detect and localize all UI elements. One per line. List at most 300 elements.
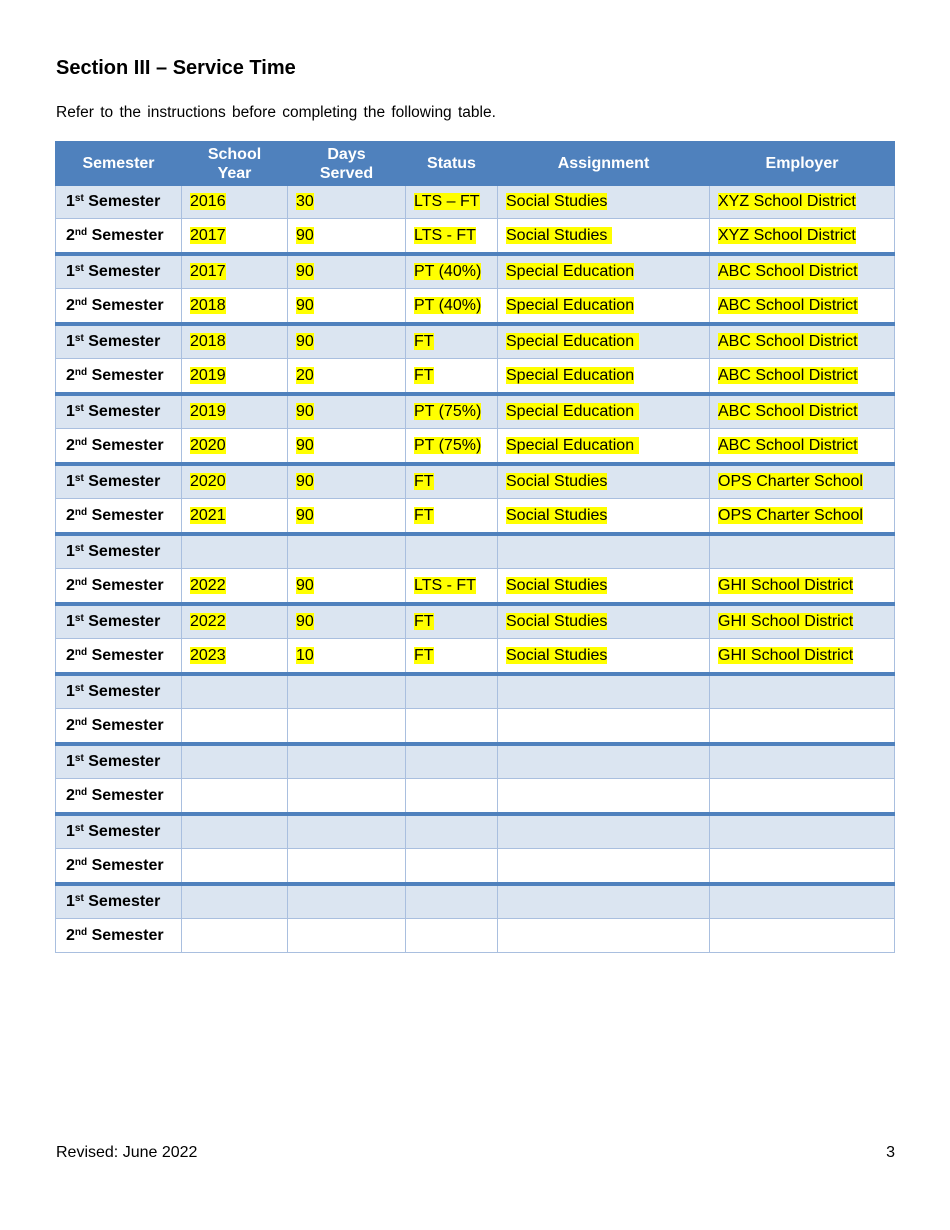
semester-word: Semester <box>83 823 161 840</box>
employer-cell[interactable] <box>710 849 895 885</box>
service-time-table <box>55 141 895 953</box>
status-value: FT <box>414 333 434 350</box>
semester-word: Semester <box>87 366 164 384</box>
days-cell[interactable] <box>288 499 406 535</box>
header-days-line2: Served <box>319 164 374 182</box>
assignment-value: Social Studies <box>506 226 612 244</box>
semester-number: 1 <box>66 753 75 770</box>
semester-cell <box>56 464 182 499</box>
table-row <box>56 744 895 779</box>
year-cell[interactable] <box>182 464 288 499</box>
table-row <box>56 464 895 499</box>
year-cell[interactable] <box>182 849 288 885</box>
assignment-cell[interactable] <box>498 289 710 325</box>
table-row <box>56 814 895 849</box>
semester-word: Semester <box>83 753 161 770</box>
status-cell[interactable] <box>406 464 498 499</box>
assignment-cell[interactable] <box>498 429 710 465</box>
days-cell[interactable] <box>288 254 406 289</box>
employer-cell[interactable] <box>710 569 895 605</box>
days-cell[interactable] <box>288 219 406 255</box>
table-row <box>56 604 895 639</box>
semester-word: Semester <box>87 856 164 874</box>
semester-number: 2 <box>66 926 75 944</box>
employer-cell[interactable] <box>710 639 895 675</box>
days-cell[interactable] <box>288 359 406 395</box>
assignment-value: Special Education <box>506 263 635 280</box>
status-value: FT <box>414 366 434 384</box>
status-value: PT (75%) <box>414 436 482 454</box>
status-value: FT <box>414 506 434 524</box>
employer-cell[interactable] <box>710 289 895 325</box>
year-value: 2019 <box>190 366 226 384</box>
semester-cell <box>56 919 182 953</box>
semester-cell <box>56 709 182 745</box>
semester-word: Semester <box>83 333 161 350</box>
semester-ordinal: nd <box>74 296 88 308</box>
assignment-cell[interactable] <box>498 709 710 745</box>
assignment-cell[interactable] <box>498 814 710 849</box>
semester-ordinal: st <box>74 333 84 344</box>
table-row <box>56 884 895 919</box>
days-cell[interactable] <box>288 674 406 709</box>
semester-word: Semester <box>83 683 161 700</box>
year-value: 2017 <box>190 263 226 280</box>
semester-ordinal: nd <box>74 576 88 588</box>
semester-number: 1 <box>66 823 75 840</box>
semester-ordinal: st <box>74 893 84 904</box>
table-row <box>56 919 895 953</box>
semester-ordinal: st <box>74 473 84 484</box>
semester-cell <box>56 569 182 605</box>
assignment-cell[interactable] <box>498 464 710 499</box>
semester-ordinal: nd <box>74 226 88 238</box>
semester-cell <box>56 744 182 779</box>
status-cell[interactable] <box>406 429 498 465</box>
employer-value: ABC School District <box>718 296 858 314</box>
employer-cell[interactable] <box>710 254 895 289</box>
days-value: 90 <box>296 296 314 314</box>
status-value: FT <box>414 613 434 630</box>
assignment-cell[interactable] <box>498 394 710 429</box>
table-row <box>56 254 895 289</box>
days-cell[interactable] <box>288 919 406 953</box>
employer-cell[interactable] <box>710 186 895 219</box>
year-cell[interactable] <box>182 779 288 815</box>
semester-number: 2 <box>66 506 75 524</box>
employer-cell[interactable] <box>710 499 895 535</box>
semester-cell <box>56 674 182 709</box>
assignment-value: Special Education <box>506 296 635 314</box>
employer-value: ABC School District <box>718 263 858 280</box>
year-value: 2016 <box>190 193 226 210</box>
employer-value: ABC School District <box>718 436 858 454</box>
assignment-cell[interactable] <box>498 744 710 779</box>
assignment-cell[interactable] <box>498 919 710 953</box>
days-cell[interactable] <box>288 779 406 815</box>
employer-value: ABC School District <box>718 403 858 420</box>
year-cell[interactable] <box>182 219 288 255</box>
header-school-year <box>182 141 288 186</box>
status-cell[interactable] <box>406 359 498 395</box>
semester-word: Semester <box>83 613 161 630</box>
semester-number: 2 <box>66 366 75 384</box>
semester-ordinal: st <box>74 543 84 554</box>
semester-word: Semester <box>87 926 164 944</box>
semester-cell <box>56 814 182 849</box>
table-row <box>56 289 895 325</box>
employer-cell[interactable] <box>710 919 895 953</box>
days-cell[interactable] <box>288 394 406 429</box>
assignment-value: Social Studies <box>506 506 608 524</box>
table-row <box>56 569 895 605</box>
semester-number: 2 <box>66 646 75 664</box>
instructions-text: Refer to the instructions before completing the following table. <box>56 104 496 121</box>
year-cell[interactable] <box>182 674 288 709</box>
status-cell[interactable] <box>406 814 498 849</box>
days-cell[interactable] <box>288 289 406 325</box>
semester-ordinal: st <box>74 193 84 204</box>
assignment-value: Special Education <box>506 333 639 350</box>
assignment-cell[interactable] <box>498 254 710 289</box>
year-cell[interactable] <box>182 186 288 219</box>
days-cell[interactable] <box>288 324 406 359</box>
employer-cell[interactable] <box>710 219 895 255</box>
status-cell[interactable] <box>406 919 498 953</box>
header-days-line1: Days <box>327 145 366 163</box>
status-value: FT <box>414 473 434 490</box>
semester-number: 1 <box>66 333 75 350</box>
assignment-value: Social Studies <box>506 576 608 594</box>
status-cell[interactable] <box>406 186 498 219</box>
year-cell[interactable] <box>182 919 288 953</box>
semester-number: 2 <box>66 436 75 454</box>
year-cell[interactable] <box>182 394 288 429</box>
days-value: 30 <box>296 193 314 210</box>
days-cell[interactable] <box>288 569 406 605</box>
year-cell[interactable] <box>182 709 288 745</box>
assignment-cell[interactable] <box>498 219 710 255</box>
assignment-value: Special Education <box>506 403 639 420</box>
assignment-cell[interactable] <box>498 534 710 569</box>
employer-cell[interactable] <box>710 604 895 639</box>
table-row <box>56 324 895 359</box>
employer-value: OPS Charter School <box>718 506 863 524</box>
employer-value: OPS Charter School <box>718 473 863 490</box>
status-value: FT <box>414 646 434 664</box>
semester-cell <box>56 429 182 465</box>
header-school-year-line1: School <box>207 145 262 163</box>
assignment-value: Social Studies <box>506 193 608 210</box>
footer-page-number: 3 <box>886 1144 895 1161</box>
semester-number: 2 <box>66 226 75 244</box>
status-cell[interactable] <box>406 569 498 605</box>
assignment-cell[interactable] <box>498 499 710 535</box>
assignment-cell[interactable] <box>498 359 710 395</box>
year-value: 2018 <box>190 333 226 350</box>
semester-ordinal: nd <box>74 786 88 798</box>
table-row <box>56 534 895 569</box>
semester-cell <box>56 394 182 429</box>
employer-cell[interactable] <box>710 884 895 919</box>
year-cell[interactable] <box>182 884 288 919</box>
employer-value: XYZ School District <box>718 193 856 210</box>
footer-revised: Revised: June 2022 <box>56 1144 198 1161</box>
employer-cell[interactable] <box>710 709 895 745</box>
employer-value: GHI School District <box>718 613 854 630</box>
status-cell[interactable] <box>406 604 498 639</box>
status-cell[interactable] <box>406 499 498 535</box>
semester-word: Semester <box>87 576 164 594</box>
assignment-cell[interactable] <box>498 324 710 359</box>
semester-number: 1 <box>66 613 75 630</box>
status-cell[interactable] <box>406 254 498 289</box>
table-row <box>56 359 895 395</box>
year-cell[interactable] <box>182 359 288 395</box>
header-days-served <box>288 141 406 186</box>
status-cell[interactable] <box>406 709 498 745</box>
year-cell[interactable] <box>182 534 288 569</box>
status-value: PT (40%) <box>414 263 482 280</box>
table-row <box>56 779 895 815</box>
days-value: 90 <box>296 613 314 630</box>
employer-value: XYZ School District <box>718 226 856 244</box>
employer-value: ABC School District <box>718 333 858 350</box>
year-cell[interactable] <box>182 604 288 639</box>
semester-ordinal: st <box>74 613 84 624</box>
employer-cell[interactable] <box>710 534 895 569</box>
semester-ordinal: st <box>74 823 84 834</box>
employer-cell[interactable] <box>710 814 895 849</box>
semester-ordinal: st <box>74 263 84 274</box>
days-cell[interactable] <box>288 604 406 639</box>
semester-number: 2 <box>66 856 75 874</box>
year-value: 2019 <box>190 403 226 420</box>
table-row <box>56 674 895 709</box>
table-row <box>56 849 895 885</box>
year-cell[interactable] <box>182 499 288 535</box>
days-cell[interactable] <box>288 709 406 745</box>
semester-cell <box>56 289 182 325</box>
semester-cell <box>56 639 182 675</box>
status-cell[interactable] <box>406 639 498 675</box>
year-value: 2021 <box>190 506 226 524</box>
semester-ordinal: nd <box>74 716 88 728</box>
year-cell[interactable] <box>182 429 288 465</box>
employer-value: GHI School District <box>718 576 854 594</box>
year-cell[interactable] <box>182 569 288 605</box>
year-value: 2023 <box>190 646 226 664</box>
semester-ordinal: nd <box>74 926 88 938</box>
assignment-value: Special Education <box>506 366 635 384</box>
year-value: 2022 <box>190 576 226 594</box>
table-row <box>56 639 895 675</box>
table-row <box>56 186 895 219</box>
year-value: 2020 <box>190 473 226 490</box>
days-value: 90 <box>296 506 314 524</box>
status-cell[interactable] <box>406 394 498 429</box>
semester-word: Semester <box>83 403 161 420</box>
table-row <box>56 429 895 465</box>
status-value: LTS - FT <box>414 576 476 594</box>
semester-number: 1 <box>66 403 75 420</box>
semester-word: Semester <box>87 226 164 244</box>
table-row <box>56 709 895 745</box>
semester-cell <box>56 219 182 255</box>
employer-cell[interactable] <box>710 779 895 815</box>
assignment-cell[interactable] <box>498 639 710 675</box>
header-semester: Semester <box>56 141 182 186</box>
days-cell[interactable] <box>288 814 406 849</box>
semester-ordinal: st <box>74 403 84 414</box>
semester-cell <box>56 884 182 919</box>
status-value: PT (40%) <box>414 296 482 314</box>
year-value: 2018 <box>190 296 226 314</box>
status-cell[interactable] <box>406 674 498 709</box>
days-cell[interactable] <box>288 639 406 675</box>
employer-value: GHI School District <box>718 646 854 664</box>
days-cell[interactable] <box>288 429 406 465</box>
semester-word: Semester <box>83 473 161 490</box>
semester-number: 1 <box>66 683 75 700</box>
semester-cell <box>56 186 182 219</box>
days-value: 90 <box>296 263 314 280</box>
days-value: 10 <box>296 646 314 664</box>
semester-cell <box>56 254 182 289</box>
year-value: 2022 <box>190 613 226 630</box>
semester-cell <box>56 604 182 639</box>
employer-cell[interactable] <box>710 429 895 465</box>
table-row <box>56 394 895 429</box>
year-cell[interactable] <box>182 289 288 325</box>
semester-ordinal: nd <box>74 436 88 448</box>
assignment-cell[interactable] <box>498 186 710 219</box>
semester-word: Semester <box>87 436 164 454</box>
header-employer: Employer <box>710 141 895 186</box>
days-value: 20 <box>296 366 314 384</box>
status-value: PT (75%) <box>414 403 482 420</box>
employer-value: ABC School District <box>718 366 858 384</box>
year-value: 2020 <box>190 436 226 454</box>
section-title: Section III – Service Time <box>56 57 296 79</box>
semester-cell <box>56 849 182 885</box>
semester-cell <box>56 359 182 395</box>
days-value: 90 <box>296 226 314 244</box>
semester-number: 1 <box>66 473 75 490</box>
table-header-row <box>56 141 895 186</box>
status-cell[interactable] <box>406 779 498 815</box>
semester-cell <box>56 324 182 359</box>
semester-word: Semester <box>83 263 161 280</box>
days-value: 90 <box>296 576 314 594</box>
semester-number: 2 <box>66 786 75 804</box>
employer-cell[interactable] <box>710 394 895 429</box>
employer-cell[interactable] <box>710 324 895 359</box>
assignment-cell[interactable] <box>498 604 710 639</box>
semester-word: Semester <box>83 193 161 210</box>
year-cell[interactable] <box>182 744 288 779</box>
year-cell[interactable] <box>182 639 288 675</box>
semester-word: Semester <box>87 786 164 804</box>
days-cell[interactable] <box>288 744 406 779</box>
assignment-value: Social Studies <box>506 646 608 664</box>
status-cell[interactable] <box>406 289 498 325</box>
assignment-cell[interactable] <box>498 849 710 885</box>
table-body <box>56 186 895 953</box>
assignment-value: Special Education <box>506 436 639 454</box>
status-value: LTS - FT <box>414 226 476 244</box>
status-cell[interactable] <box>406 324 498 359</box>
employer-cell[interactable] <box>710 744 895 779</box>
semester-ordinal: nd <box>74 856 88 868</box>
semester-word: Semester <box>87 506 164 524</box>
semester-ordinal: nd <box>74 506 88 518</box>
assignment-cell[interactable] <box>498 779 710 815</box>
employer-cell[interactable] <box>710 674 895 709</box>
year-cell[interactable] <box>182 814 288 849</box>
status-cell[interactable] <box>406 219 498 255</box>
status-value: LTS – FT <box>414 193 480 210</box>
table-row <box>56 499 895 535</box>
semester-number: 2 <box>66 296 75 314</box>
year-cell[interactable] <box>182 254 288 289</box>
semester-number: 2 <box>66 576 75 594</box>
assignment-value: Social Studies <box>506 473 608 490</box>
semester-number: 1 <box>66 543 75 560</box>
semester-number: 1 <box>66 193 75 210</box>
semester-ordinal: st <box>74 683 84 694</box>
employer-cell[interactable] <box>710 464 895 499</box>
assignment-cell[interactable] <box>498 569 710 605</box>
semester-cell <box>56 534 182 569</box>
days-value: 90 <box>296 473 314 490</box>
year-value: 2017 <box>190 226 226 244</box>
assignment-value: Social Studies <box>506 613 608 630</box>
semester-ordinal: st <box>74 753 84 764</box>
days-value: 90 <box>296 436 314 454</box>
semester-word: Semester <box>87 716 164 734</box>
status-cell[interactable] <box>406 849 498 885</box>
semester-ordinal: nd <box>74 366 88 378</box>
semester-word: Semester <box>83 893 161 910</box>
assignment-cell[interactable] <box>498 884 710 919</box>
semester-cell <box>56 499 182 535</box>
table-row <box>56 219 895 255</box>
days-value: 90 <box>296 403 314 420</box>
days-cell[interactable] <box>288 884 406 919</box>
days-cell[interactable] <box>288 849 406 885</box>
employer-cell[interactable] <box>710 359 895 395</box>
semester-word: Semester <box>83 543 161 560</box>
semester-word: Semester <box>87 296 164 314</box>
days-cell[interactable] <box>288 534 406 569</box>
status-cell[interactable] <box>406 884 498 919</box>
semester-number: 1 <box>66 263 75 280</box>
days-value: 90 <box>296 333 314 350</box>
days-cell[interactable] <box>288 186 406 219</box>
status-cell[interactable] <box>406 744 498 779</box>
semester-ordinal: nd <box>74 646 88 658</box>
year-cell[interactable] <box>182 324 288 359</box>
semester-number: 2 <box>66 716 75 734</box>
assignment-cell[interactable] <box>498 674 710 709</box>
status-cell[interactable] <box>406 534 498 569</box>
header-status: Status <box>406 141 498 186</box>
semester-number: 1 <box>66 893 75 910</box>
header-assignment: Assignment <box>498 141 710 186</box>
semester-word: Semester <box>87 646 164 664</box>
days-cell[interactable] <box>288 464 406 499</box>
